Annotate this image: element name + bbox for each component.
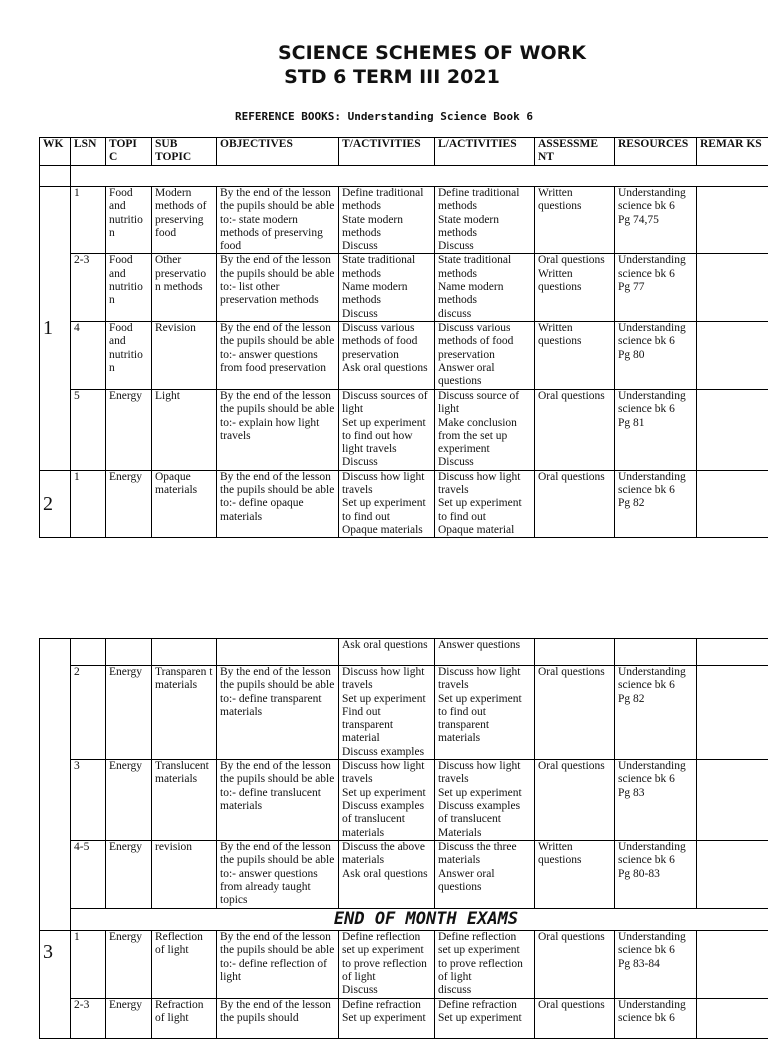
cell-line: Pg 82: [618, 693, 693, 706]
cell-line: Set up experiment: [342, 693, 431, 706]
cell-line: State modern methods: [342, 214, 431, 241]
assessment-cell: [535, 639, 615, 666]
cell-line: Understanding science bk 6: [618, 666, 693, 693]
remarks-cell: [697, 931, 768, 999]
cell-line: Set up experiment to find out: [438, 497, 531, 524]
cell-line: Pg 80: [618, 349, 693, 362]
lsn-cell: 2-3: [71, 999, 106, 1039]
assessment-cell: [535, 760, 615, 841]
l-activities-cell: [435, 666, 535, 760]
assessment-cell: [535, 321, 615, 389]
l-activities-cell: [435, 760, 535, 841]
cell-line: Discuss how light travels: [342, 471, 431, 498]
resources-cell: [615, 187, 697, 254]
cell-line: Define reflection: [342, 931, 431, 944]
lsn-cell: 2-3: [71, 254, 106, 321]
cell-line: Set up experiment: [438, 787, 531, 800]
table-row: [40, 999, 768, 1039]
cell-line: Define traditional methods: [438, 187, 531, 214]
cell-line: Discuss: [438, 456, 531, 469]
cell-line: discuss: [438, 984, 531, 997]
l-activities-cell: [435, 639, 535, 666]
cell-line: Discuss: [342, 240, 431, 253]
cell-line: Pg 77: [618, 281, 693, 294]
header-subtopic: SUB TOPIC: [152, 138, 217, 166]
table-row: [40, 841, 768, 909]
subtopic-cell: Translucent materials: [152, 760, 217, 841]
assessment-cell: [535, 666, 615, 760]
cell-line: Discuss examples of translucent Materials: [438, 800, 531, 840]
cell-line: Written questions: [538, 322, 611, 349]
cell-line: Define traditional methods: [342, 187, 431, 214]
resources-cell: [615, 841, 697, 909]
cell-line: Find out transparent material: [342, 706, 431, 746]
assessment-cell: [535, 254, 615, 321]
l-activities-cell: [435, 841, 535, 909]
cell-line: Oral questions: [538, 390, 611, 403]
subtopic-cell: Reflection of light: [152, 931, 217, 999]
t-activities-cell: [339, 389, 435, 470]
week-number: 2: [40, 470, 71, 537]
topic-cell: Energy: [106, 666, 152, 760]
lsn-cell: 2: [71, 666, 106, 760]
cell-line: State traditional methods: [342, 254, 431, 281]
header-objectives: OBJECTIVES: [217, 138, 339, 166]
l-activities-cell: [435, 931, 535, 999]
cell-line: Oral questions: [538, 471, 611, 484]
resources-cell: [615, 931, 697, 999]
cell-line: Set up experiment: [342, 787, 431, 800]
cell-line: Oral questions: [538, 760, 611, 773]
cell-line: Set up experiment: [438, 1012, 531, 1025]
remarks-cell: [697, 639, 768, 666]
resources-cell: [615, 666, 697, 760]
week-cell: [40, 639, 71, 931]
cell-line: Pg 83-84: [618, 958, 693, 971]
header-t-activities: T/ACTIVITIES: [339, 138, 435, 166]
cell-line: set up experiment to prove reflection of light: [438, 944, 531, 984]
lsn-cell: 4-5: [71, 841, 106, 909]
objectives-cell: By the end of the lesson the pupils should be able to:- state modern methods of preserving food: [217, 187, 339, 254]
topic-cell: Energy: [106, 760, 152, 841]
cell-line: Understanding science bk 6: [618, 322, 693, 349]
header-lsn: LSN: [71, 138, 106, 166]
exam-banner-row: [40, 909, 768, 931]
l-activities-cell: [435, 187, 535, 254]
subtopic-cell: Transparen t materials: [152, 666, 217, 760]
cell-line: Discuss how light travels: [438, 666, 531, 693]
resources-cell: [615, 321, 697, 389]
cell-line: Discuss the three materials: [438, 841, 531, 868]
lsn-cell: 1: [71, 187, 106, 254]
topic-cell: Food and nutritio n: [106, 254, 152, 321]
subtopic-cell: Light: [152, 389, 217, 470]
cell-line: Pg 81: [618, 417, 693, 430]
topic-cell: Energy: [106, 389, 152, 470]
cell-line: Name modern methods: [342, 281, 431, 308]
subtopic-cell: Modern methods of preserving food: [152, 187, 217, 254]
subtopic-cell: Refraction of light: [152, 999, 217, 1039]
cell-line: Discuss various methods of food preservation: [438, 322, 531, 362]
remarks-cell: [697, 666, 768, 760]
table-row: [40, 470, 768, 537]
header-l-activities: L/ACTIVITIES: [435, 138, 535, 166]
topic-cell: Energy: [106, 931, 152, 999]
cell-line: Ask oral questions: [342, 362, 431, 375]
cell-line: Understanding science bk 6: [618, 841, 693, 868]
assessment-cell: [535, 389, 615, 470]
document-subtitle: STD 6 TERM III 2021: [8, 66, 768, 88]
remarks-cell: [697, 187, 768, 254]
blank-cell: [40, 166, 71, 187]
scheme-table-part2: [39, 638, 768, 1039]
l-activities-cell: [435, 999, 535, 1039]
objectives-cell: By the end of the lesson the pupils should be able to:- define opaque materials: [217, 470, 339, 537]
assessment-cell: [535, 470, 615, 537]
l-activities-cell: [435, 470, 535, 537]
cell-line: Discuss how light travels: [438, 471, 531, 498]
topic-cell: Energy: [106, 999, 152, 1039]
subtopic-cell: [152, 639, 217, 666]
topic-cell: Food and nutritio n: [106, 321, 152, 389]
cell-line: Discuss the above materials: [342, 841, 431, 868]
l-activities-cell: [435, 321, 535, 389]
cell-line: Name modern methods: [438, 281, 531, 308]
cell-line: Oral questions: [538, 931, 611, 944]
topic-cell: [106, 639, 152, 666]
remarks-cell: [697, 389, 768, 470]
end-of-month-exams-banner: END OF MONTH EXAMS: [71, 909, 768, 931]
cell-line: Understanding science bk 6: [618, 760, 693, 787]
cell-line: Written questions: [538, 268, 611, 295]
cell-line: Discuss examples of translucent materials: [342, 800, 431, 840]
cell-line: Oral questions: [538, 999, 611, 1012]
table-row: [40, 639, 768, 666]
subtopic-cell: revision: [152, 841, 217, 909]
cell-line: Set up experiment to find out: [342, 497, 431, 524]
t-activities-cell: [339, 187, 435, 254]
cell-line: Answer questions: [438, 639, 531, 652]
assessment-cell: [535, 999, 615, 1039]
resources-cell: [615, 254, 697, 321]
cell-line: Understanding science bk 6: [618, 390, 693, 417]
cell-line: Make conclusion from the set up experiment: [438, 417, 531, 457]
header-row: [40, 138, 768, 166]
cell-line: Discuss: [342, 308, 431, 321]
document-title: SCIENCE SCHEMES OF WORK: [48, 42, 768, 64]
week-number: 3: [40, 931, 71, 1039]
table-row: [40, 254, 768, 321]
cell-line: Discuss how light travels: [438, 760, 531, 787]
header-topic: TOPI C: [106, 138, 152, 166]
t-activities-cell: [339, 639, 435, 666]
cell-line: Answer oral questions: [438, 868, 531, 895]
cell-line: Oral questions: [538, 254, 611, 267]
cell-line: set up experiment to prove reflection of light: [342, 944, 431, 984]
cell-line: Set up experiment: [342, 1012, 431, 1025]
t-activities-cell: [339, 931, 435, 999]
table-row: [40, 321, 768, 389]
assessment-cell: [535, 931, 615, 999]
objectives-cell: [217, 639, 339, 666]
cell-line: Understanding science bk 6: [618, 931, 693, 958]
objectives-cell: By the end of the lesson the pupils should be able to:- define transparent materials: [217, 666, 339, 760]
t-activities-cell: [339, 999, 435, 1039]
objectives-cell: By the end of the lesson the pupils should be able to:- answer questions from food preservation: [217, 321, 339, 389]
header-assessment: ASSESSME NT: [535, 138, 615, 166]
l-activities-cell: [435, 389, 535, 470]
cell-line: Ask oral questions: [342, 639, 431, 652]
objectives-cell: By the end of the lesson the pupils should be able to:- explain how light travels: [217, 389, 339, 470]
remarks-cell: [697, 760, 768, 841]
subtopic-cell: Revision: [152, 321, 217, 389]
l-activities-cell: [435, 254, 535, 321]
subtopic-cell: Opaque materials: [152, 470, 217, 537]
header-remarks: REMAR KS: [697, 138, 768, 166]
table-row: [40, 931, 768, 999]
cell-line: Understanding science bk 6: [618, 471, 693, 498]
cell-line: Understanding science bk 6: [618, 999, 693, 1026]
week-number: 1: [40, 187, 71, 471]
cell-line: Pg 74,75: [618, 214, 693, 227]
lsn-cell: 3: [71, 760, 106, 841]
objectives-cell: By the end of the lesson the pupils should be able to:- list other preservation methods: [217, 254, 339, 321]
table-row: [40, 389, 768, 470]
reference-books: REFERENCE BOOKS: Understanding Science Book 6: [0, 110, 768, 123]
resources-cell: [615, 639, 697, 666]
cell-line: State modern methods: [438, 214, 531, 241]
cell-line: Discuss source of light: [438, 390, 531, 417]
cell-line: Ask oral questions: [342, 868, 431, 881]
cell-line: Written questions: [538, 187, 611, 214]
cell-line: Discuss how light travels: [342, 666, 431, 693]
objectives-cell: By the end of the lesson the pupils should be able to:- answer questions from already taught topics: [217, 841, 339, 909]
table-row: [40, 760, 768, 841]
cell-line: Answer oral questions: [438, 362, 531, 389]
cell-line: discuss: [438, 308, 531, 321]
objectives-cell: By the end of the lesson the pupils should: [217, 999, 339, 1039]
cell-line: Define refraction: [342, 999, 431, 1012]
table-row: [40, 666, 768, 760]
cell-line: State traditional methods: [438, 254, 531, 281]
cell-line: Opaque materials: [342, 524, 431, 537]
resources-cell: [615, 389, 697, 470]
cell-line: Discuss sources of light: [342, 390, 431, 417]
cell-line: Set up experiment to find out transparent materials: [438, 693, 531, 746]
cell-line: Set up experiment to find out how light travels: [342, 417, 431, 457]
t-activities-cell: [339, 470, 435, 537]
header-wk: WK: [40, 138, 71, 166]
resources-cell: [615, 760, 697, 841]
remarks-cell: [697, 999, 768, 1039]
resources-cell: [615, 999, 697, 1039]
topic-cell: Food and nutritio n: [106, 187, 152, 254]
cell-line: Discuss: [438, 240, 531, 253]
cell-line: Understanding science bk 6: [618, 187, 693, 214]
t-activities-cell: [339, 841, 435, 909]
scheme-table-part1: [39, 137, 768, 538]
table-row: [40, 187, 768, 254]
t-activities-cell: [339, 254, 435, 321]
objectives-cell: By the end of the lesson the pupils should be able to:- define translucent materials: [217, 760, 339, 841]
remarks-cell: [697, 254, 768, 321]
subtopic-cell: Other preservatio n methods: [152, 254, 217, 321]
assessment-cell: [535, 841, 615, 909]
t-activities-cell: [339, 760, 435, 841]
cell-line: Define reflection: [438, 931, 531, 944]
objectives-cell: By the end of the lesson the pupils should be able to:- define reflection of light: [217, 931, 339, 999]
assessment-cell: [535, 187, 615, 254]
lsn-cell: 4: [71, 321, 106, 389]
lsn-cell: 1: [71, 931, 106, 999]
t-activities-cell: [339, 321, 435, 389]
remarks-cell: [697, 321, 768, 389]
lsn-cell: 1: [71, 470, 106, 537]
cell-line: Discuss how light travels: [342, 760, 431, 787]
cell-line: Discuss various methods of food preservation: [342, 322, 431, 362]
blank-cell: [71, 166, 768, 187]
cell-line: Written questions: [538, 841, 611, 868]
cell-line: Pg 83: [618, 787, 693, 800]
cell-line: Discuss examples: [342, 746, 431, 759]
lsn-cell: 5: [71, 389, 106, 470]
lsn-cell: [71, 639, 106, 666]
header-resources: RESOURCES: [615, 138, 697, 166]
blank-row: [40, 166, 768, 187]
cell-line: Pg 80-83: [618, 868, 693, 881]
t-activities-cell: [339, 666, 435, 760]
cell-line: Oral questions: [538, 666, 611, 679]
cell-line: Discuss: [342, 456, 431, 469]
cell-line: Understanding science bk 6: [618, 254, 693, 281]
cell-line: Define refraction: [438, 999, 531, 1012]
topic-cell: Energy: [106, 470, 152, 537]
cell-line: Discuss: [342, 984, 431, 997]
topic-cell: Energy: [106, 841, 152, 909]
cell-line: Opaque material: [438, 524, 531, 537]
resources-cell: [615, 470, 697, 537]
remarks-cell: [697, 470, 768, 537]
remarks-cell: [697, 841, 768, 909]
cell-line: Pg 82: [618, 497, 693, 510]
